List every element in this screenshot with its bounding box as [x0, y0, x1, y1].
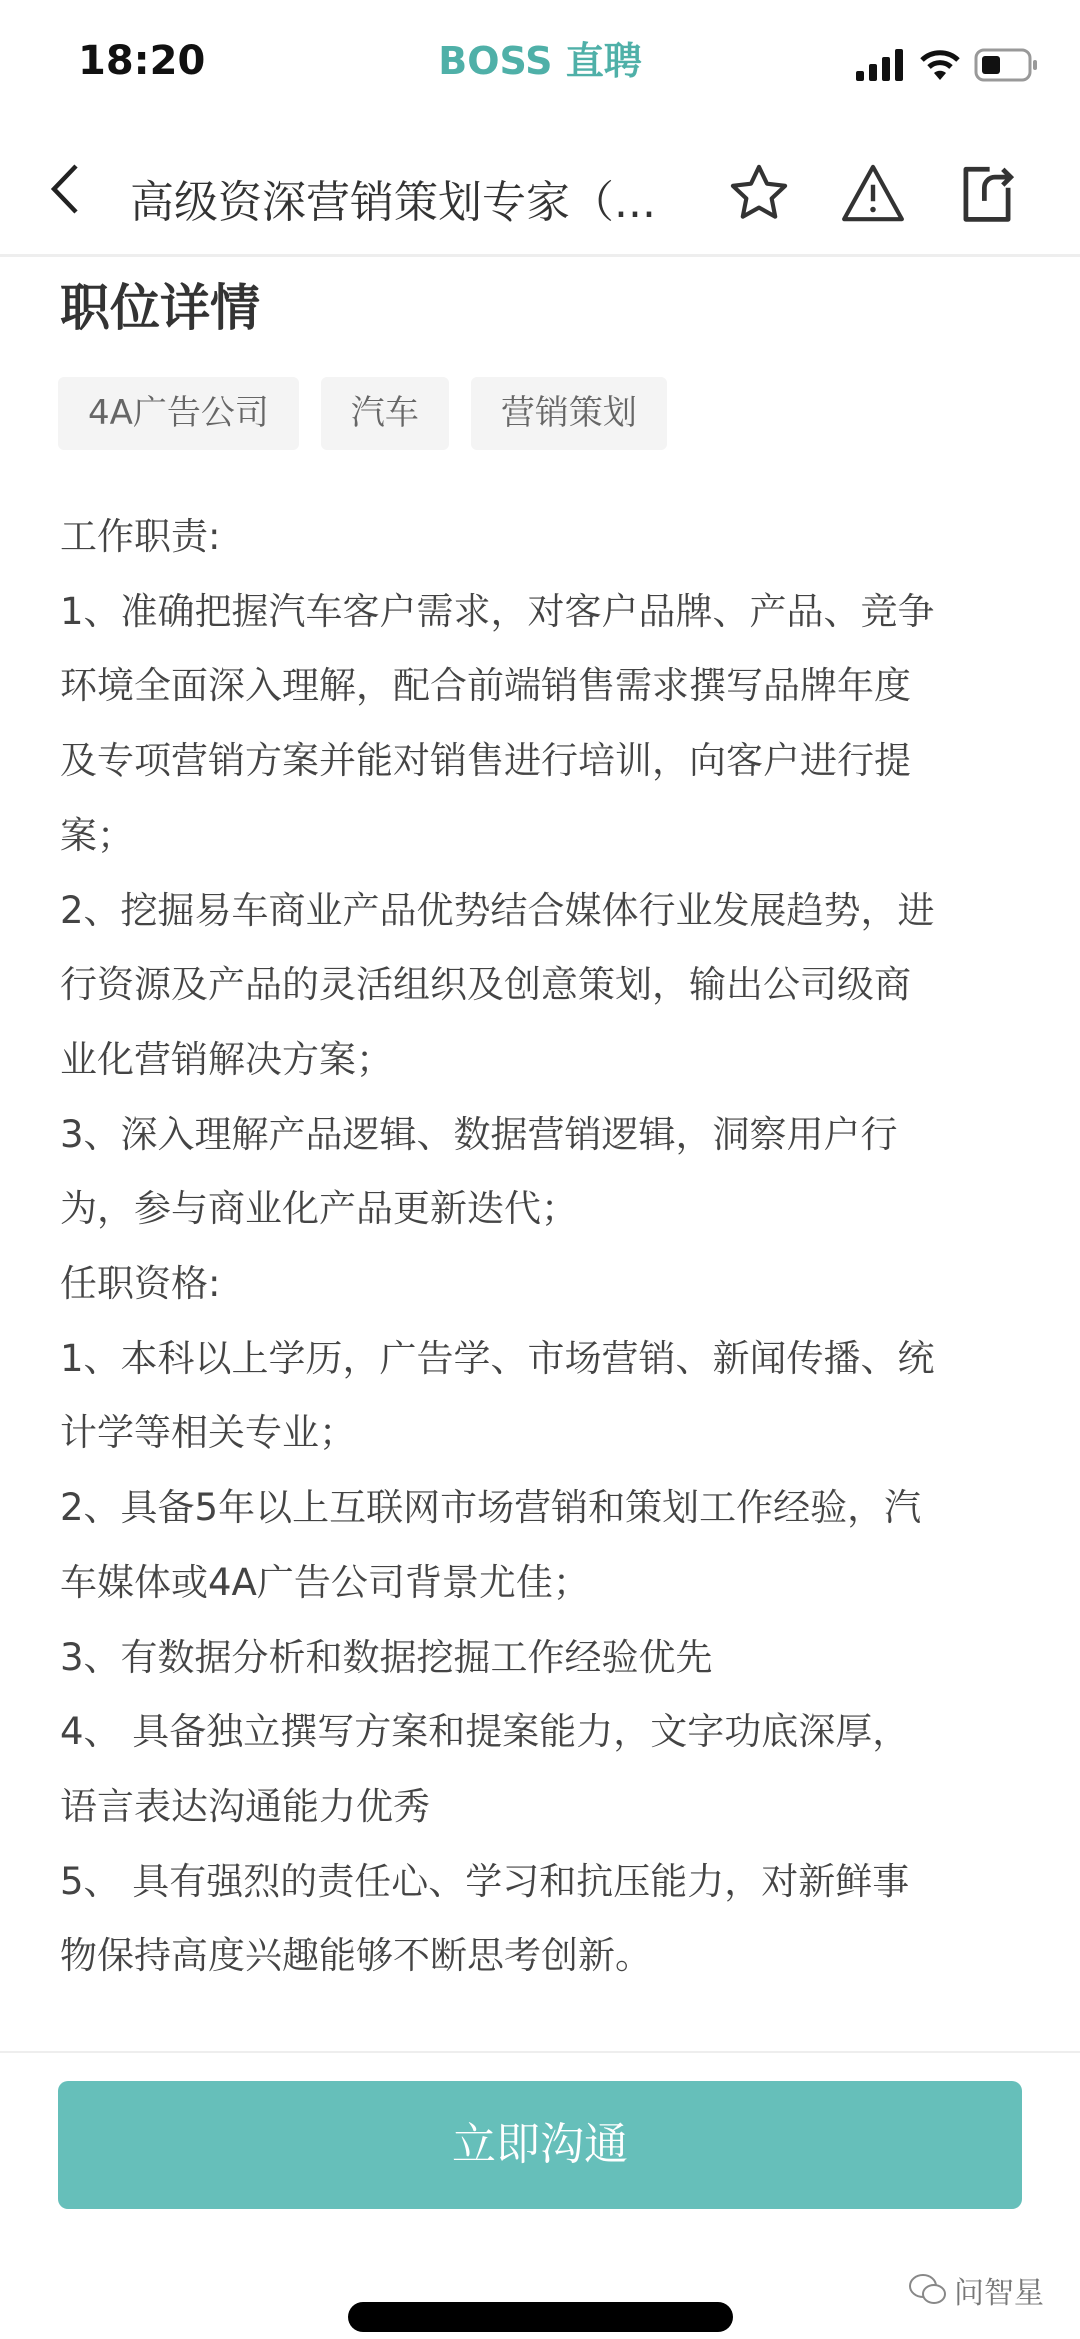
description-line: 计学等相关专业； [60, 1411, 356, 1455]
watermark-text: 问智星 [954, 2276, 1044, 2311]
description-line: 2、挖掘易车商业产品优势结合媒体行业发展趋势，进 [60, 888, 935, 932]
chevron-left-icon [48, 162, 82, 216]
description-line: 业化营销解决方案； [60, 1037, 393, 1081]
description-line: 工作职责: [60, 515, 221, 558]
report-button[interactable] [838, 160, 908, 230]
back-button[interactable] [48, 162, 82, 230]
description-line: 3、深入理解产品逻辑、数据营销逻辑，洞察用户行 [60, 1112, 898, 1156]
job-tags [58, 377, 667, 450]
status-icons [856, 48, 1038, 82]
signal-icon [856, 49, 906, 81]
nav-title: 高级资深营销策划专家（... [130, 177, 656, 228]
share-icon [958, 160, 1016, 226]
description-line: 任职资格: [60, 1262, 221, 1306]
watermark [908, 2268, 1044, 2312]
description-line: 车媒体或4A广告公司背景尤佳； [60, 1560, 590, 1604]
home-indicator[interactable] [348, 2302, 733, 2332]
app-brand: BOSS 直聘 [438, 39, 642, 83]
description-line: 1、本科以上学历，广告学、市场营销、新闻传播、统 [60, 1336, 935, 1380]
battery-icon [974, 48, 1038, 82]
status-bar [0, 0, 1080, 120]
description-line: 案； [60, 813, 134, 857]
favorite-button[interactable] [726, 160, 792, 230]
description-line: 2、具备5年以上互联网市场营销和策划工作经验，汽 [60, 1486, 922, 1530]
description-line: 环境全面深入理解，配合前端销售需求撰写品牌年度 [60, 664, 911, 708]
description-line: 语言表达沟通能力优秀 [60, 1784, 430, 1828]
share-button[interactable] [958, 160, 1016, 230]
tag: 营销策划 [471, 377, 667, 450]
divider [0, 2051, 1080, 2053]
wifi-icon [920, 49, 960, 81]
chat-now-button[interactable]: 立即沟通 [58, 2081, 1022, 2209]
nav-bar [0, 140, 1080, 257]
description-line: 3、有数据分析和数据挖掘工作经验优先 [60, 1635, 713, 1679]
wechat-icon [908, 2272, 948, 2308]
description-line: 为，参与商业化产品更新迭代； [60, 1187, 578, 1231]
tag: 汽车 [321, 377, 449, 450]
description-line: 1、准确把握汽车客户需求，对客户品牌、产品、竞争 [60, 589, 935, 633]
description-line: 5、 具有强烈的责任心、学习和抗压能力，对新鲜事 [60, 1859, 910, 1903]
description-line: 行资源及产品的灵活组织及创意策划，输出公司级商 [60, 963, 911, 1007]
tag: 4A广告公司 [58, 377, 299, 450]
warning-icon [838, 160, 908, 226]
section-title: 职位详情 [60, 279, 260, 337]
star-icon [726, 160, 792, 226]
description-line: 物保持高度兴趣能够不断思考创新。 [60, 1934, 652, 1978]
job-description [60, 500, 1060, 1994]
description-line: 4、 具备独立撰写方案和提案能力，文字功底深厚， [60, 1710, 910, 1754]
status-time: 18:20 [78, 38, 206, 84]
description-line: 及专项营销方案并能对销售进行培训，向客户进行提 [60, 739, 911, 783]
